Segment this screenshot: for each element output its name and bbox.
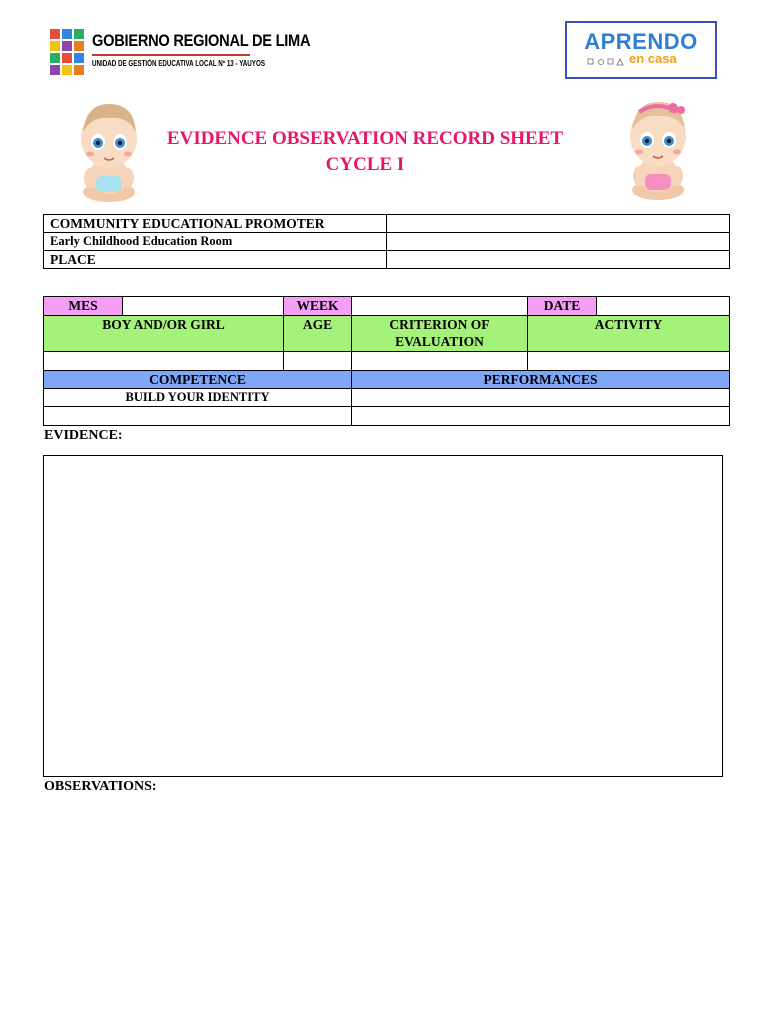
date-label: DATE (528, 297, 597, 316)
table-row (44, 251, 730, 269)
boy-girl-value-cell[interactable] (44, 352, 284, 371)
gobierno-regional-rule (92, 54, 250, 56)
table-row (44, 316, 730, 352)
performances-extra-cell[interactable] (352, 407, 730, 426)
table-row (44, 215, 730, 233)
aprendo-logo-sub: en casa (629, 51, 677, 66)
table-row (44, 297, 730, 316)
place-value-cell[interactable] (387, 251, 730, 269)
mes-value-cell[interactable] (123, 297, 284, 316)
document-title-line1: EVIDENCE OBSERVATION RECORD SHEET (166, 128, 564, 149)
competence-header: COMPETENCE (44, 371, 352, 389)
document-title (100, 126, 630, 178)
evidence-box[interactable] (43, 455, 723, 777)
performances-value-cell[interactable] (352, 389, 730, 407)
activity-header: ACTIVITY (528, 316, 730, 352)
table-row (44, 389, 730, 407)
table-row (44, 233, 730, 251)
gobierno-regional-mark-icon (48, 27, 86, 79)
age-value-cell[interactable] (284, 352, 352, 371)
table-row (44, 371, 730, 389)
gobierno-regional-subtitle: UNIDAD DE GESTIÓN EDUCATIVA LOCAL Nº 13 - YAUYOS (92, 59, 265, 68)
boy-girl-header: BOY AND/OR GIRL (44, 316, 284, 352)
activity-value-cell[interactable] (528, 352, 730, 371)
education-room-label: Early Childhood Education Room (44, 233, 387, 251)
promoter-info-table (43, 214, 730, 269)
promoter-value-cell[interactable] (387, 215, 730, 233)
criterion-header: CRITERION OF EVALUATION (352, 316, 528, 352)
criterion-value-cell[interactable] (352, 352, 528, 371)
table-row (44, 352, 730, 371)
baby-girl-icon (625, 94, 691, 202)
evaluation-table (43, 296, 730, 426)
place-label: PLACE (44, 251, 387, 269)
promoter-label: COMMUNITY EDUCATIONAL PROMOTER (44, 215, 387, 233)
week-label: WEEK (284, 297, 352, 316)
gobierno-regional-title: GOBIERNO REGIONAL DE LIMA (92, 31, 311, 50)
week-value-cell[interactable] (352, 297, 528, 316)
competence-value: BUILD YOUR IDENTITY (44, 389, 352, 407)
observations-label: OBSERVATIONS: (44, 779, 157, 794)
education-room-value-cell[interactable] (387, 233, 730, 251)
aprendo-shapes-icon (587, 58, 627, 66)
document-title-line2: CYCLE I (325, 154, 405, 175)
aprendo-en-casa-logo (565, 21, 717, 79)
performances-header: PERFORMANCES (352, 371, 730, 389)
age-header: AGE (284, 316, 352, 352)
aprendo-logo-word: APRENDO (584, 29, 698, 54)
evidence-label: EVIDENCE: (44, 428, 123, 443)
mes-label: MES (44, 297, 123, 316)
gobierno-regional-logo (48, 27, 311, 79)
competence-extra-cell[interactable] (44, 407, 352, 426)
date-value-cell[interactable] (597, 297, 730, 316)
table-row (44, 407, 730, 426)
